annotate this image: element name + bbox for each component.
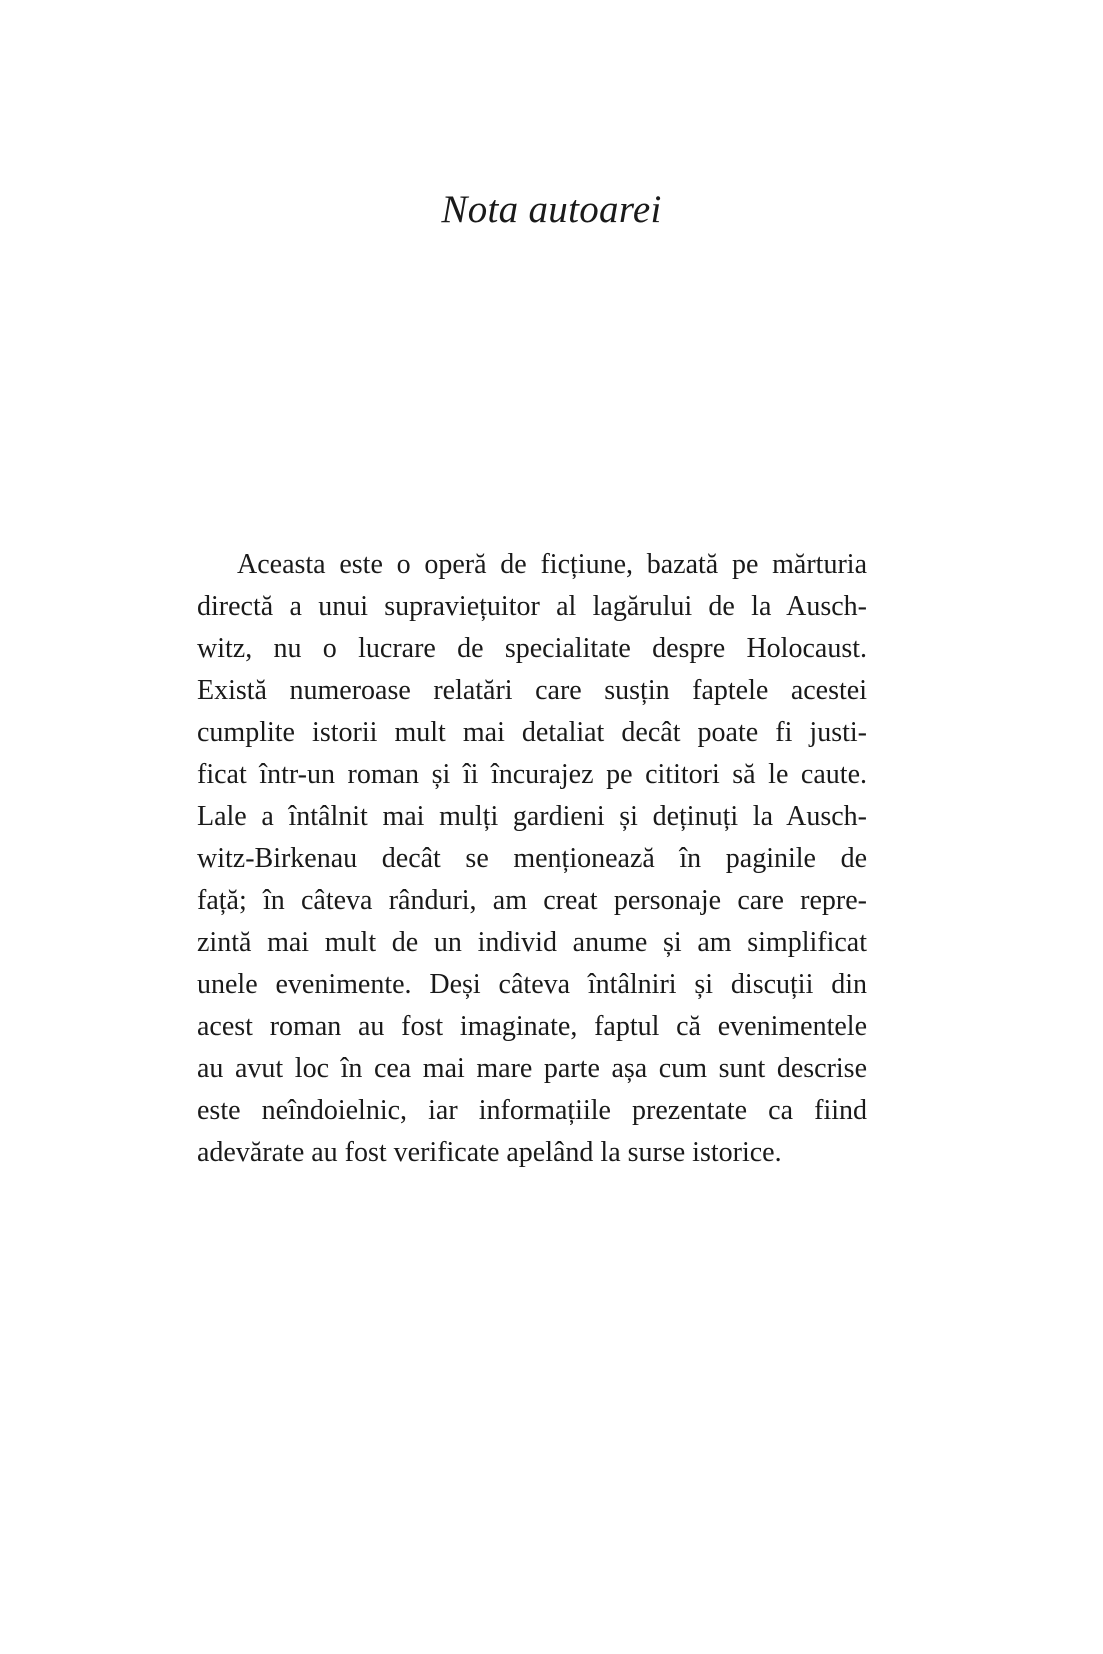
paragraph-line: Aceasta este o operă de ficțiune, bazată pe mărturia [237, 549, 867, 580]
paragraph-line: unele evenimente. Deși câteva întâlniri și discuții din [197, 969, 867, 1000]
paragraph-line: witz, nu o lucrare de specialitate despre Holocaust. [197, 633, 867, 664]
paragraph-line: zintă mai mult de un individ anume și am simplificat [197, 927, 867, 958]
page-title: Nota autoarei [441, 188, 662, 231]
paragraph-line: Lale a întâlnit mai mulți gardieni și deținuți la Ausch- [197, 801, 867, 832]
paragraph-line: au avut loc în cea mai mare parte așa cum sunt descrise [197, 1053, 867, 1084]
author-note-paragraph [197, 544, 867, 1174]
paragraph-line: adevărate au fost verificate apelând la surse istorice. [197, 1137, 782, 1168]
paragraph-line: cumplite istorii mult mai detaliat decât poate fi justi- [197, 717, 867, 748]
paragraph-line: ficat într-un roman și îi încurajez pe cititori să le caute. [197, 759, 867, 790]
paragraph-line: Există numeroase relatări care susțin faptele acestei [197, 675, 867, 706]
paragraph-line: acest roman au fost imaginate, faptul că evenimentele [197, 1011, 867, 1042]
paragraph-line: witz-Birkenau decât se menționează în paginile de [197, 843, 867, 874]
paragraph-line: față; în câteva rânduri, am creat personaje care repre- [197, 885, 867, 916]
paragraph-line: este neîndoielnic, iar informațiile prezentate ca fiind [197, 1095, 867, 1126]
paragraph-line: directă a unui supraviețuitor al lagărului de la Ausch- [197, 591, 867, 622]
